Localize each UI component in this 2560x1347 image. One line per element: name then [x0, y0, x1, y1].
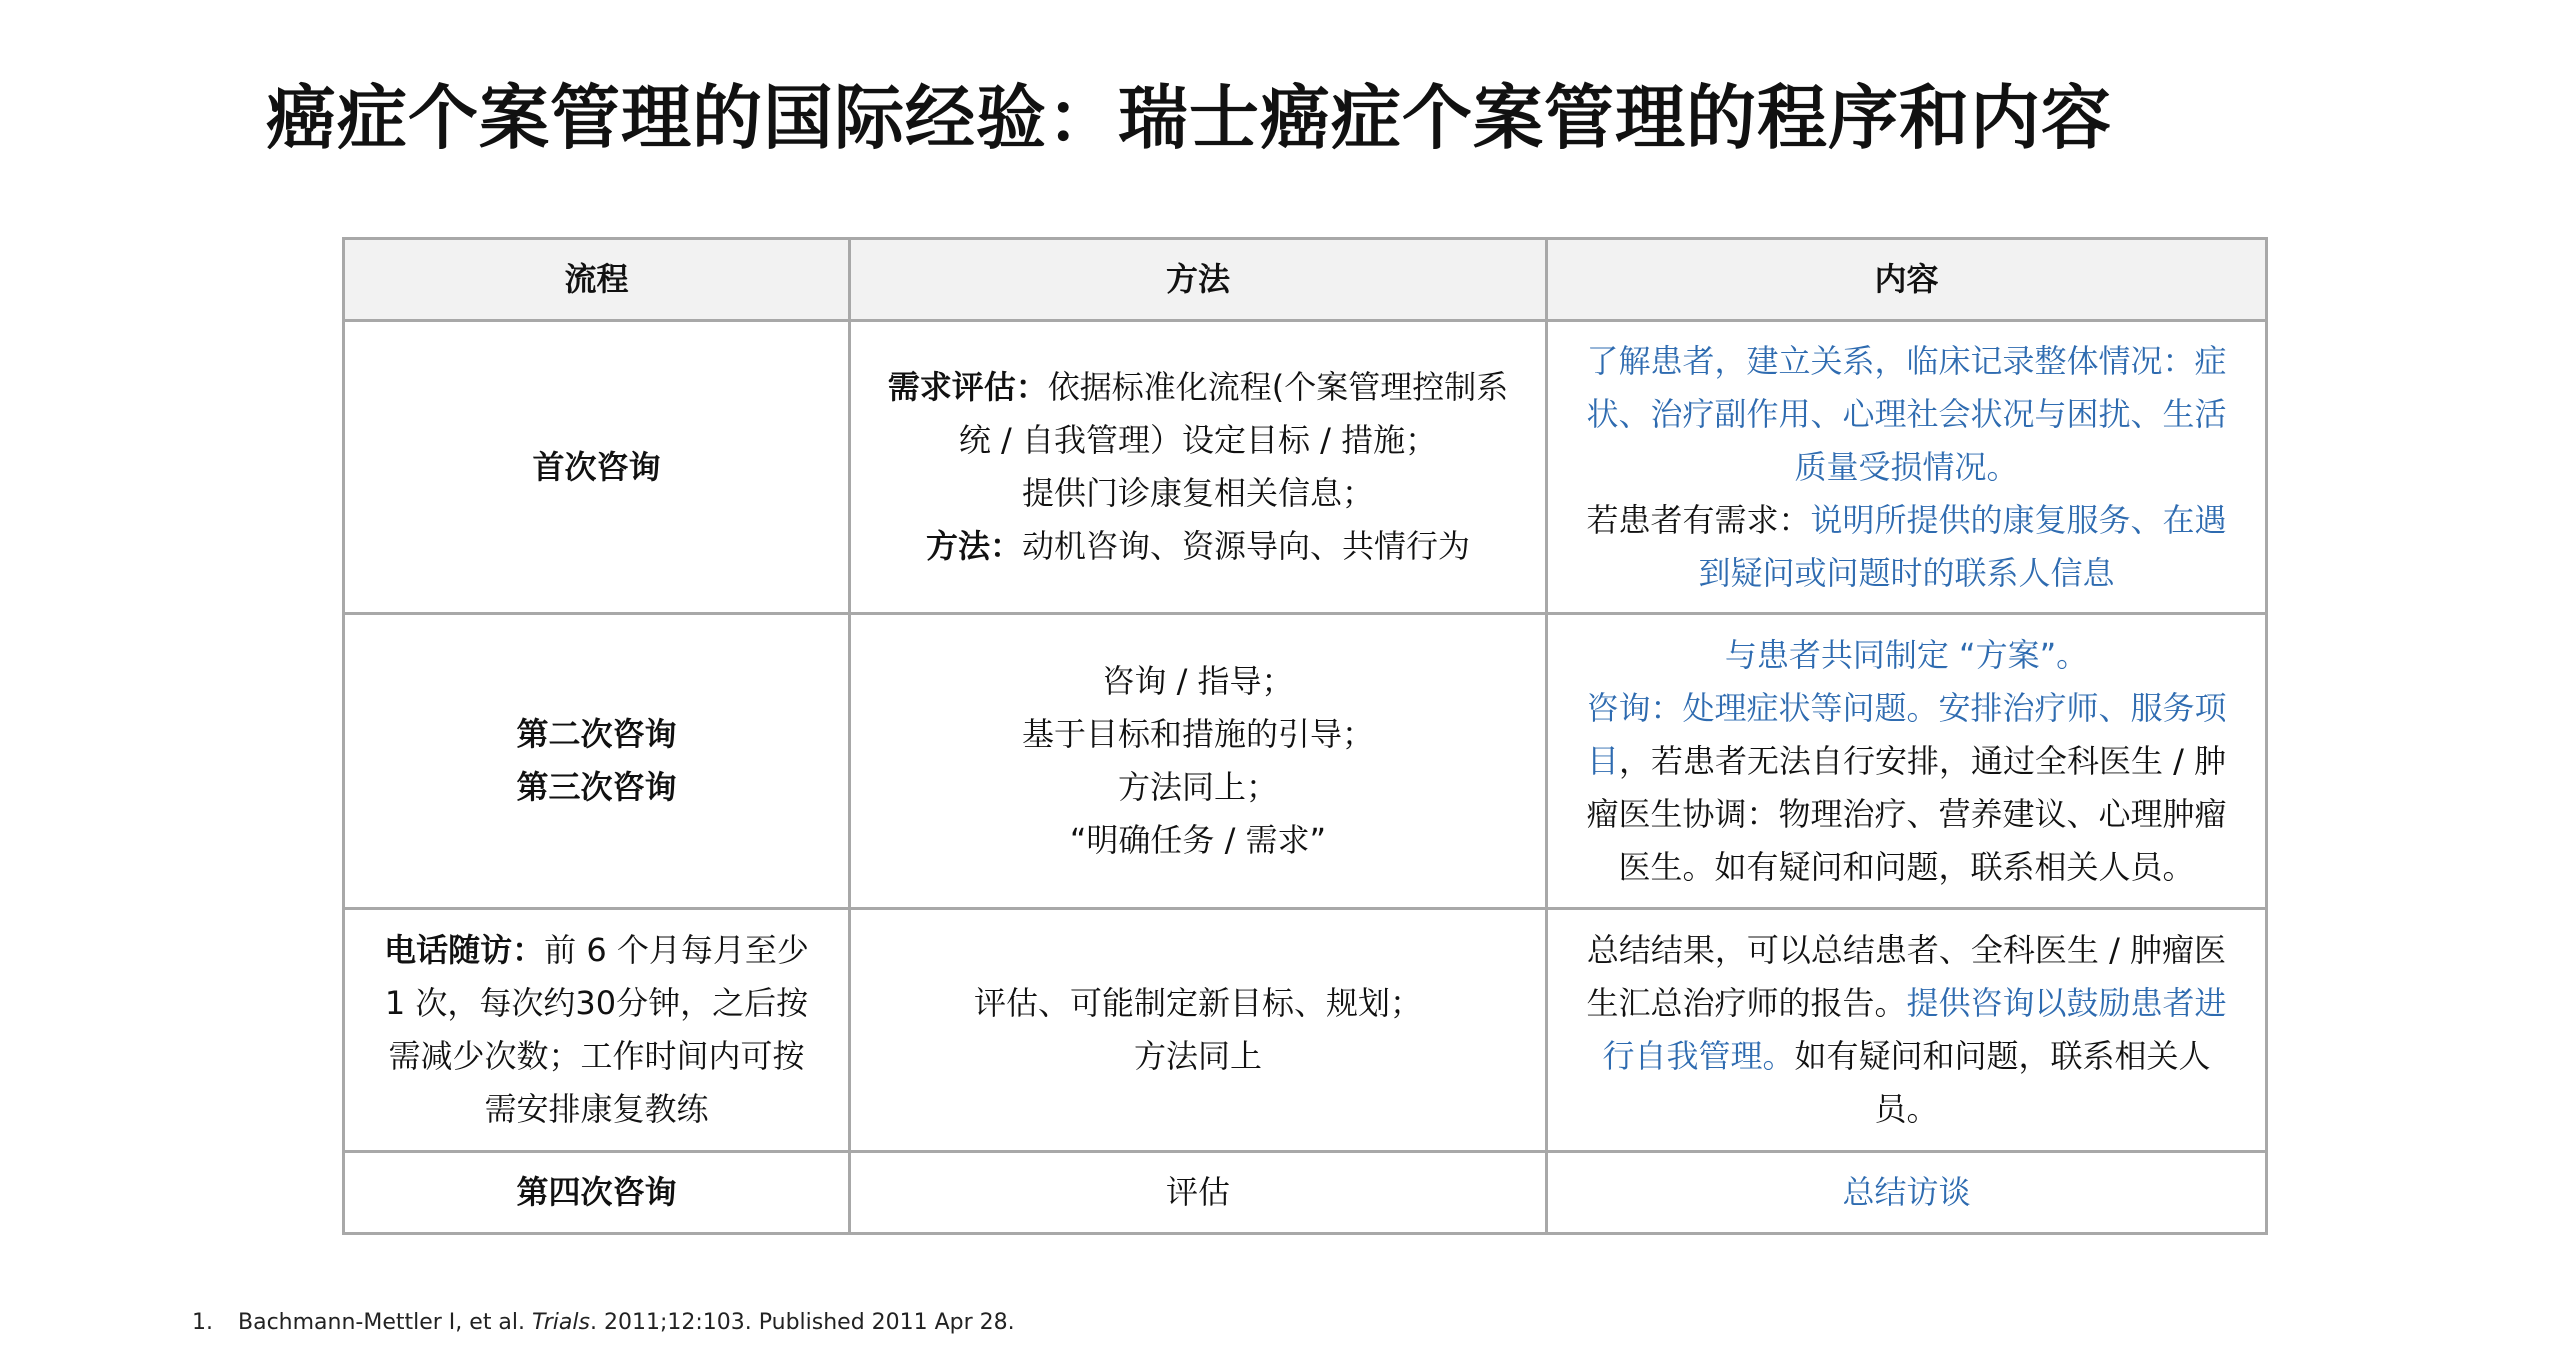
method-line: 咨询 / 指导；	[1102, 662, 1294, 700]
method-line: 基于目标和措施的引导；	[1021, 715, 1374, 753]
method-cell-fourth-consult: 评估	[850, 1152, 1547, 1234]
page-title: 癌症个案管理的国际经验：瑞士癌症个案管理的程序和内容	[266, 77, 2112, 159]
method-line	[888, 368, 1509, 459]
content-cell-fourth-consult: 总结访谈	[1547, 1152, 2267, 1234]
content-highlight: 说明所提供的康复服务、在遇到疑问或问题时的联系人信息	[1698, 500, 2227, 592]
process-cell-fourth-consult: 第四次咨询	[344, 1152, 850, 1234]
process-label-phone: 电话随访：	[384, 931, 545, 969]
header-process: 流程	[344, 239, 850, 321]
footnote-number: 1.	[192, 1310, 213, 1335]
method-line: 方法同上	[1133, 1037, 1262, 1075]
method-line: “明确任务 / 需求”	[1069, 821, 1327, 859]
footnote-reference	[192, 1310, 1015, 1335]
content-highlight: 提供咨询以鼓励患者进行自我管理。	[1602, 984, 2227, 1075]
process-cell-second-third-consult	[344, 614, 850, 909]
footnote-journal: Trials	[532, 1310, 590, 1335]
table-row	[344, 909, 2267, 1152]
process-cell-phone-followup	[344, 909, 850, 1152]
process-cell-first-consult: 首次咨询	[344, 321, 850, 614]
header-method: 方法	[850, 239, 1547, 321]
content-text: 若患者有需求：	[1586, 500, 1811, 539]
method-cell-second-third-consult	[850, 614, 1547, 909]
method-label-needs: 需求评估：	[887, 368, 1048, 406]
content-paragraph	[1576, 494, 2237, 600]
method-line: 评估、可能制定新目标、规划；	[973, 984, 1422, 1022]
method-cell-phone-followup	[850, 909, 1547, 1152]
table-header-row	[344, 239, 2267, 321]
content-cell-second-third-consult	[1547, 614, 2267, 909]
method-line	[879, 520, 1517, 573]
method-cell-first-consult	[850, 321, 1547, 614]
case-management-table	[342, 237, 2268, 1235]
method-label-approach: 方法：	[925, 527, 1022, 565]
table-row	[344, 1152, 2267, 1234]
table-row	[344, 321, 2267, 614]
content-text: ，若患者无法自行安排，通过全科医生 / 肿瘤医生协调：物理治疗、营养建议、心理肿瘤医生。如有疑问和问题，联系相关人员。	[1586, 741, 2227, 886]
table-row	[344, 614, 2267, 909]
content-paragraph: 与患者共同制定 “方案”。	[1724, 635, 2089, 674]
header-content: 内容	[1547, 239, 2267, 321]
method-text-needs: 依据标准化流程(个案管理控制系统 / 自我管理）设定目标 / 措施；	[958, 368, 1509, 459]
process-text-phone: 前 6 个月每月至少 1 次，每次约30分钟，之后按需减少次数；工作时间内可按需安排康复教练	[384, 931, 809, 1128]
method-line: 提供门诊康复相关信息；	[1021, 474, 1374, 512]
process-line: 第二次咨询	[516, 715, 677, 753]
content-text: 总结结果，可以总结患者、全科医生 / 肿瘤医生汇总治疗师的报告。	[1586, 931, 2227, 1022]
method-text-approach: 动机咨询、资源导向、共情行为	[1022, 527, 1471, 565]
content-paragraph: 了解患者，建立关系，临床记录整体情况：症状、治疗副作用、心理社会状况与困扰、生活质量受损情况。	[1586, 341, 2227, 486]
footnote-authors: Bachmann-Mettler I, et al.	[238, 1310, 533, 1335]
content-cell-phone-followup	[1547, 909, 2267, 1152]
case-management-table-wrapper	[342, 237, 2265, 1235]
content-highlight: 咨询：处理症状等问题。安排治疗师、服务项目	[1586, 688, 2227, 780]
footnote-details: . 2011;12:103. Published 2011 Apr 28.	[589, 1310, 1015, 1335]
method-line: 方法同上；	[1117, 768, 1278, 806]
content-text: 如有疑问和问题，联系相关人员。	[1794, 1037, 2211, 1128]
content-cell-first-consult	[1547, 321, 2267, 614]
process-line: 第三次咨询	[516, 768, 677, 806]
content-paragraph	[1576, 682, 2237, 894]
